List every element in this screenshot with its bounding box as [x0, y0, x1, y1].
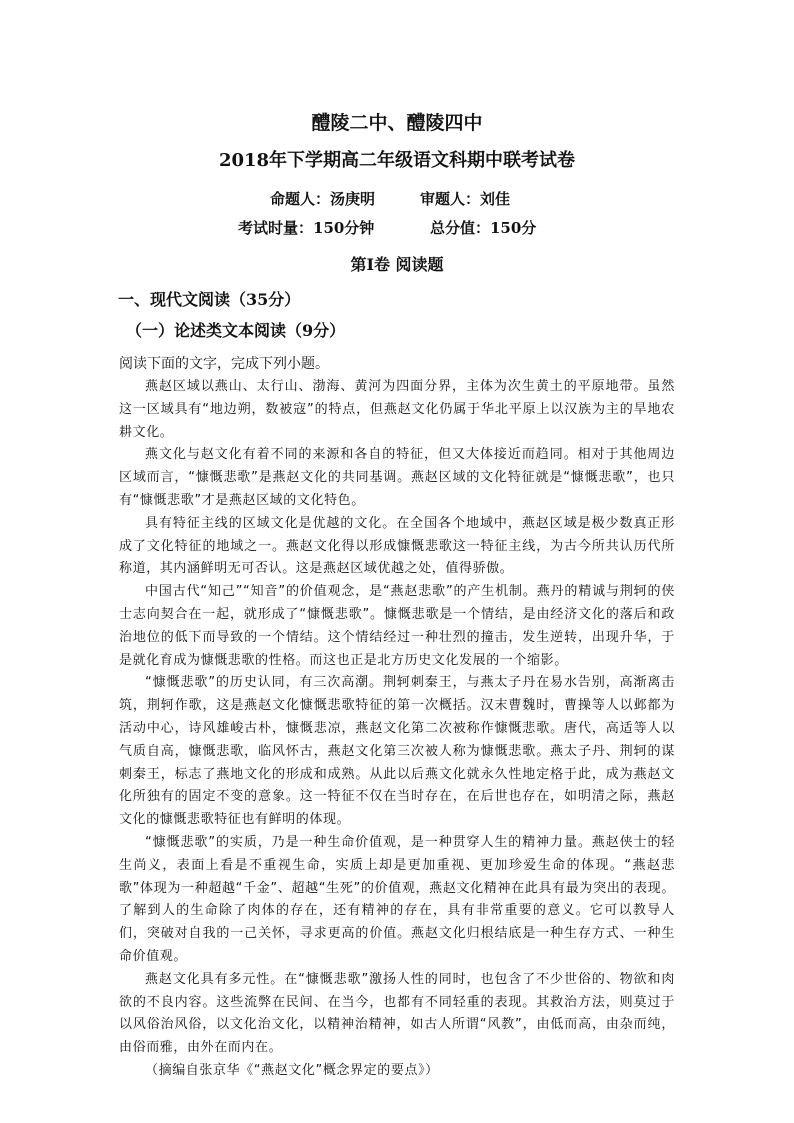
passage-paragraph: 中国古代“知己”“知音”的价值观念，是“燕赵悲歌”的产生机制。燕丹的精诚与荆轲的侠士志向契合在一起，就形成了“慷慨悲歌”。慷慨悲歌是一个情结，是由经济文化的落后和政治地位的低下而导致的一个情结。这个情结经过一种壮烈的撞击，发生逆转，出现升华，于是就化育成为慷慨悲歌的性格。而这也正是北方历史文化发展的一个缩影。: [119, 584, 675, 668]
sub-section-heading: （一）论述类文本阅读（9分）: [126, 321, 346, 340]
section-heading: 一、现代文阅读（35分）: [118, 290, 301, 309]
passage-paragraph: “慷慨悲歌”的历史认同，有三次高潮。荆轲刺秦王，与燕太子丹在易水告别，高渐离击筑，荆轲作歌，这是燕赵文化慷慨悲歌特征的第一次概括。汉末曹魏时，曹操等人以邺都为活动中心，诗风雄峻古朴，慷慨悲凉，燕赵文化第二次被称作慷慨悲歌。唐代，高适等人以气质自高，慷慨悲歌，临风怀古，燕赵文化第三次被人称为慷慨悲歌。燕太子丹、荆轲的谋刺秦王，标志了燕地文化的形成和成熟。从此以后燕文化就永久性地定格于此，成为燕赵文化所独有的固定不变的意象。这一特征不仅在当时存在，在后世也存在，如明清之际，燕赵文化的慷慨悲歌特征也有鲜明的体现。: [119, 675, 675, 828]
source-citation: （摘编自张京华《“燕赵文化”概念界定的要点》）: [145, 1062, 439, 1078]
instruction-text: 阅读下面的文字，完成下列小题。: [119, 356, 329, 372]
passage-paragraph: 燕赵区域以燕山、太行山、渤海、黄河为四面分界，主体为次生黄土的平原地带。虽然这一区域具有“地边朔，数被寇”的特点，但燕赵文化仍属于华北平原上以汉族为主的旱地农耕文化。: [119, 379, 675, 440]
exam-title: 2018年下学期高二年级语文科期中联考试卷: [218, 150, 576, 171]
school-names: 醴陵二中、醴陵四中: [311, 112, 483, 134]
total-score: 总分值：150分: [430, 219, 537, 237]
reading-passage: [119, 376, 675, 1083]
exam-duration: 考试时量：150分钟: [238, 219, 375, 237]
passage-paragraph: 燕赵文化具有多元性。在“慷慨悲歌”激扬人性的同时，也包含了不少世俗的、物欲和肉欲的不良内容。这些流弊在民间、在当今，也都有不同轻重的表现。其救治方法，则莫过于以风俗治风俗，以文化治文化，以精神治精神，如古人所谓“风教”，由低而高，由杂而纯，由俗而雅，由外在而内在。: [119, 971, 675, 1056]
volume-title: 第Ⅰ卷 阅读题: [350, 255, 444, 274]
passage-paragraph: “慷慨悲歌”的实质，乃是一种生命价值观，是一种贯穿人生的精神力量。燕赵侠士的轻生尚义，表面上看是不重视生命，实质上却是更加重视、更加珍爱生命的体现。“燕赵悲歌”体现为一种超越“千金”、超越“生死”的价值观，燕赵文化精神在此具有最为突出的表现。了解到人的生命除了肉体的存在，还有精神的存在，具有非常重要的意义。它可以教导人们，突破对自我的一己关怀，寻求更高的价值。燕赵文化归根结底是一种生存方式、一种生命价值观。: [119, 834, 675, 964]
setter-label: 命题人：汤庚明: [270, 190, 376, 208]
reviewer-label: 审题人：刘佳: [420, 190, 511, 208]
passage-paragraph: 燕文化与赵文化有着不同的来源和各自的特征，但又大体接近而趋同。相对于其他周边区域而言，“慷慨悲歌”是燕赵文化的共同基调。燕赵区域的文化特征就是“慷慨悲歌”，也只有“慷慨悲歌”才是燕赵区域的文化特色。: [119, 447, 675, 508]
passage-paragraph: 具有特征主线的区域文化是优越的文化。在全国各个地域中，燕赵区域是极少数真正形成了文化特征的地域之一。燕赵文化得以形成慷慨悲歌这一特征主线，为古今所共认历代所称道，其内涵鲜明无可否认。这是燕赵区域优越之处，值得骄傲。: [119, 515, 675, 577]
